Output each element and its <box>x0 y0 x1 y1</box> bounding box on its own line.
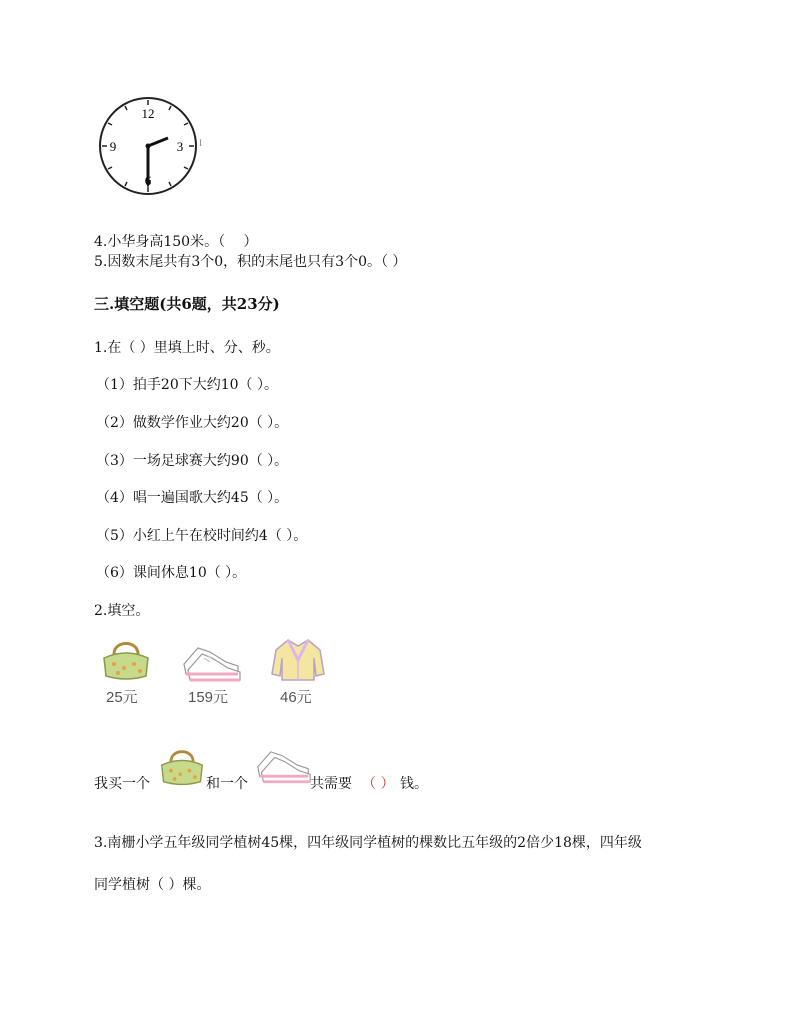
question-1-item-4: （4）唱一遍国歌大约45（ ）。 <box>96 490 289 506</box>
question-1-item-3: （3）一场足球赛大约90（ ）。 <box>96 453 289 469</box>
clock-number-9: 9 <box>109 139 117 154</box>
section-title: 三.填空题(共6题，共23分) <box>94 295 280 313</box>
handbag-icon-small <box>158 742 206 790</box>
sneakers-price: 159元 <box>188 689 229 706</box>
question-2-sentence-part2: 和一个 <box>206 776 248 792</box>
question-3-line-2: 同学植树（ ）棵。 <box>94 877 211 893</box>
question-1-stem: 1.在（ ）里填上时、分、秒。 <box>94 340 280 356</box>
sneakers-icon <box>180 640 242 682</box>
clock-number-3: 3 <box>176 139 184 154</box>
question-2-sentence-part4: 钱。 <box>400 776 428 792</box>
coat-price: 46元 <box>280 689 312 706</box>
question-1-item-6: （6）课间休息10（ ）。 <box>96 565 247 581</box>
handbag-icon <box>100 636 152 682</box>
question-3-line-1: 3.南栅小学五年级同学植树45棵，四年级同学植树的棵数比五年级的2倍少18棵，四年级 <box>94 835 642 851</box>
question-1-item-5: （5）小红上午在校时间约4（ ）。 <box>96 528 308 544</box>
sneakers-icon-small <box>254 744 312 784</box>
handbag-price: 25元 <box>106 689 138 706</box>
svg-text:I: I <box>199 138 202 148</box>
question-2-stem: 2.填空。 <box>94 603 150 619</box>
question-2-sentence-part1: 我买一个 <box>94 776 150 792</box>
judge-item-4: 4.小华身高150米。（ ） <box>94 234 258 250</box>
clock-number-12: 12 <box>141 106 155 121</box>
question-1-item-2: （2）做数学作业大约20（ ）。 <box>96 415 289 431</box>
answer-blank[interactable]: （ ） <box>362 776 395 792</box>
coat-icon <box>270 636 326 682</box>
question-2-sentence-part3: 共需要 <box>310 776 352 792</box>
question-1-item-1: （1）拍手20下大约10（ ）。 <box>96 377 278 393</box>
judge-item-5: 5.因数末尾共有3个0，积的末尾也只有3个0。（ ） <box>94 254 407 270</box>
clock-icon <box>96 96 206 196</box>
